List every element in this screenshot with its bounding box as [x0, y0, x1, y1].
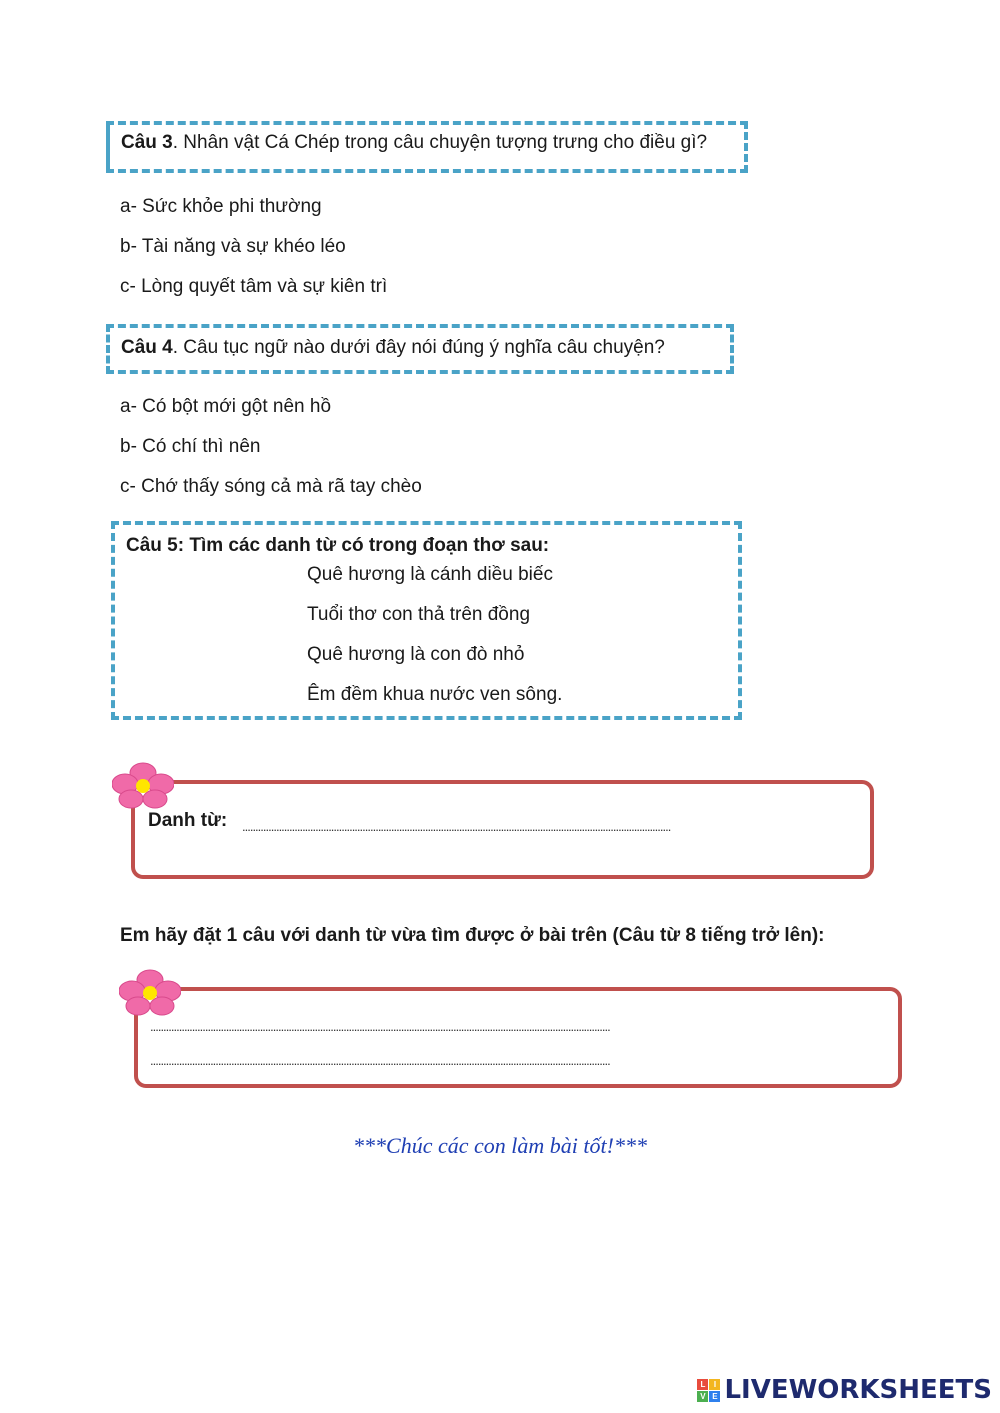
- poem-line-3: Quê hương là con đò nhỏ: [307, 644, 525, 665]
- logo-letter: V: [697, 1391, 708, 1402]
- question-4-option-a[interactable]: a- Có bột mới gột nên hồ: [120, 396, 332, 417]
- sentence-input-line-2[interactable]: ................................................................................................................................................................................: [150, 1054, 610, 1068]
- question-3-text: [121, 131, 707, 155]
- closing-message: ***Chúc các con làm bài tốt!***: [353, 1133, 647, 1158]
- question-5-title: Câu 5: Tìm các danh từ có trong đoạn thơ sau:: [126, 535, 550, 556]
- question-4-label: Câu 4: [121, 337, 173, 358]
- logo-letter: I: [709, 1379, 720, 1390]
- question-3-label: Câu 3: [121, 132, 173, 153]
- question-4-text: [121, 336, 665, 360]
- noun-label: Danh từ:: [148, 810, 228, 831]
- noun-input-line[interactable]: ....................................................................................................................................................................: [242, 820, 671, 834]
- flower-icon: [112, 762, 174, 810]
- sentence-input-line-1[interactable]: ................................................................................................................................................................................: [150, 1020, 610, 1034]
- liveworksheets-watermark[interactable]: [697, 1375, 992, 1405]
- question-3-body: . Nhân vật Cá Chép trong câu chuyện tượng trưng cho điều gì?: [172, 132, 708, 153]
- liveworksheets-logo-icon: [697, 1379, 720, 1402]
- flower-icon: [119, 969, 181, 1017]
- question-3-option-c[interactable]: c- Lòng quyết tâm và sự kiên trì: [120, 276, 388, 297]
- question-4-option-c[interactable]: c- Chớ thấy sóng cả mà rã tay chèo: [120, 476, 422, 497]
- question-4-option-b[interactable]: b- Có chí thì nên: [120, 436, 261, 457]
- sentence-instruction: Em hãy đặt 1 câu với danh từ vừa tìm được ở bài trên (Câu từ 8 tiếng trở lên):: [120, 925, 825, 946]
- watermark-text: LIVEWORKSHEETS: [724, 1375, 992, 1405]
- question-3-option-b[interactable]: b- Tài năng và sự khéo léo: [120, 236, 346, 257]
- logo-letter: E: [709, 1391, 720, 1402]
- poem-line-1: Quê hương là cánh diều biếc: [307, 564, 553, 585]
- question-4-body: . Câu tục ngữ nào dưới đây nói đúng ý nghĩa câu chuyện?: [172, 337, 665, 358]
- logo-letter: L: [697, 1379, 708, 1390]
- sentence-answer-box: [134, 987, 902, 1088]
- poem-line-4: Êm đềm khua nước ven sông.: [307, 684, 563, 705]
- poem-line-2: Tuổi thơ con thả trên đồng: [307, 604, 531, 625]
- question-3-option-a[interactable]: a- Sức khỏe phi thường: [120, 196, 322, 217]
